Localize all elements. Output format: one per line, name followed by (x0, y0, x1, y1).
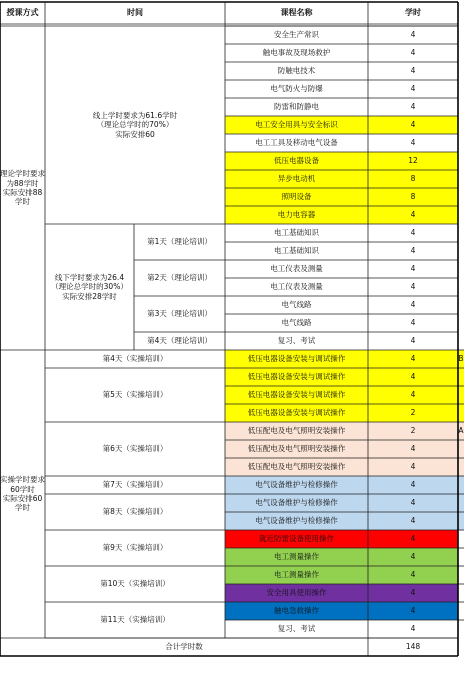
course-name-cell: 低压配电及电气照明安装操作 (225, 440, 368, 458)
extra-column-cell (458, 458, 464, 476)
extra-column-cell (458, 494, 464, 512)
course-name-cell: 异步电动机 (225, 170, 368, 188)
course-name-cell: 电力电容器 (225, 206, 368, 224)
course-name-cell: 低压电器设备 (225, 152, 368, 170)
course-name-cell: 电工测量操作 (225, 548, 368, 566)
hours-cell: 4 (368, 134, 458, 152)
hours-cell: 4 (368, 296, 458, 314)
offline-hours-note: 线下学时要求为26.4 （理论总学时的30%） 实际安排28学时 (51, 272, 128, 301)
extra-column-cell (458, 512, 464, 530)
day-6-practice: 第6天（实操培训） (102, 444, 168, 454)
extra-column-cell (458, 584, 464, 602)
hours-cell: 4 (368, 62, 458, 80)
hours-cell: 4 (368, 314, 458, 332)
extra-column-cell (458, 440, 464, 458)
day-4-practice: 第4天（实操培训） (102, 354, 168, 364)
extra-column-cell (458, 566, 464, 584)
header-teaching-method: 授课方式 (6, 8, 39, 17)
day-3-theory: 第3天（理论培训） (147, 309, 212, 319)
hours-cell: 4 (368, 386, 458, 404)
hours-cell: 4 (368, 368, 458, 386)
course-name-cell: 复习、考试 (225, 332, 368, 350)
hours-cell: 4 (368, 602, 458, 620)
hours-cell: 4 (368, 98, 458, 116)
course-name-cell: 电工仪表及测量 (225, 278, 368, 296)
day-1-theory: 第1天（理论培训） (147, 237, 212, 247)
hours-cell: 4 (368, 620, 458, 638)
hours-cell: 4 (368, 260, 458, 278)
hours-cell: 4 (368, 512, 458, 530)
extra-column-cell (458, 530, 464, 548)
practice-group-label: 实操学时要求60学时 实际安排60学时 (0, 475, 45, 513)
course-name-cell: 电工仪表及测量 (225, 260, 368, 278)
hours-cell: 4 (368, 440, 458, 458)
hours-cell: 8 (368, 170, 458, 188)
course-name-cell: 安全生产常识 (225, 26, 368, 44)
extra-column-cell: A (458, 422, 464, 440)
course-name-cell: 电气设备维护与检修操作 (225, 494, 368, 512)
course-name-cell: 电工基础知识 (225, 224, 368, 242)
total-label: 合计学时数 (165, 642, 203, 652)
hours-cell: 2 (368, 404, 458, 422)
total-hours: 148 (405, 642, 421, 652)
hours-cell: 4 (368, 548, 458, 566)
hours-cell: 4 (368, 242, 458, 260)
extra-column-cell (458, 386, 464, 404)
hours-cell: 4 (368, 584, 458, 602)
theory-group-label: 理论学时要求为88学时 实际安排88学时 (0, 169, 45, 207)
hours-cell: 4 (368, 116, 458, 134)
day-4-theory: 第4天（理论培训） (147, 336, 212, 346)
day-8-practice: 第8天（实操培训） (102, 507, 168, 517)
extra-column-cell (458, 368, 464, 386)
day-10-practice: 第10天（实操培训） (100, 579, 170, 589)
hours-cell: 4 (368, 476, 458, 494)
day-2-theory: 第2天（理论培训） (147, 273, 212, 283)
hours-cell: 4 (368, 278, 458, 296)
hours-cell: 4 (368, 224, 458, 242)
course-name-cell: 触电急救操作 (225, 602, 368, 620)
course-name-cell: 电气防火与防爆 (225, 80, 368, 98)
course-name-cell: 就近防雷设备使用操作 (225, 530, 368, 548)
course-name-cell: 电气设备维护与检修操作 (225, 512, 368, 530)
day-9-practice: 第9天（实操培训） (102, 543, 168, 553)
hours-cell: 12 (368, 152, 458, 170)
course-name-cell: 电工测量操作 (225, 566, 368, 584)
hours-cell: 4 (368, 80, 458, 98)
course-name-cell: 复习、考试 (225, 620, 368, 638)
header-course-name: 课程名称 (280, 8, 313, 17)
course-name-cell: 电工安全用具与安全标识 (225, 116, 368, 134)
course-name-cell: 低压配电及电气照明安装操作 (225, 422, 368, 440)
course-name-cell: 防雷和防静电 (225, 98, 368, 116)
day-7-practice: 第7天（实操培训） (102, 480, 168, 490)
extra-column-cell (458, 404, 464, 422)
hours-cell: 4 (368, 350, 458, 368)
hours-cell: 8 (368, 188, 458, 206)
header-time: 时间 (127, 8, 143, 17)
hours-cell: 4 (368, 44, 458, 62)
hours-cell: 4 (368, 26, 458, 44)
online-hours-note: 线上学时要求为61.6学时 （理论总学时的70%） 实际安排60 (92, 110, 178, 139)
hours-cell: 4 (368, 566, 458, 584)
course-name-cell: 低压电器设备安装与调试操作 (225, 404, 368, 422)
course-name-cell: 触电事故及现场救护 (225, 44, 368, 62)
course-name-cell: 安全用具使用操作 (225, 584, 368, 602)
course-name-cell: 电气线路 (225, 296, 368, 314)
extra-column-cell (458, 548, 464, 566)
day-11-practice: 第11天（实操培训） (100, 615, 170, 625)
header-hours: 学时 (405, 8, 421, 17)
hours-cell: 4 (368, 332, 458, 350)
course-name-cell: 电工工具及移动电气设备 (225, 134, 368, 152)
course-name-cell: 低压电器设备安装与调试操作 (225, 386, 368, 404)
hours-cell: 4 (368, 494, 458, 512)
course-name-cell: 低压电器设备安装与调试操作 (225, 368, 368, 386)
hours-cell: 4 (368, 530, 458, 548)
extra-column-cell: B (458, 350, 464, 368)
extra-column-cell (458, 602, 464, 620)
course-name-cell: 防触电技术 (225, 62, 368, 80)
extra-column-cell (458, 476, 464, 494)
course-name-cell: 低压电器设备安装与调试操作 (225, 350, 368, 368)
course-name-cell: 电气线路 (225, 314, 368, 332)
course-name-cell: 照明设备 (225, 188, 368, 206)
day-5-practice: 第5天（实操培训） (102, 390, 168, 400)
course-name-cell: 电工基础知识 (225, 242, 368, 260)
hours-cell: 4 (368, 458, 458, 476)
course-name-cell: 电气设备维护与检修操作 (225, 476, 368, 494)
hours-cell: 4 (368, 206, 458, 224)
hours-cell: 2 (368, 422, 458, 440)
course-name-cell: 低压配电及电气照明安装操作 (225, 458, 368, 476)
